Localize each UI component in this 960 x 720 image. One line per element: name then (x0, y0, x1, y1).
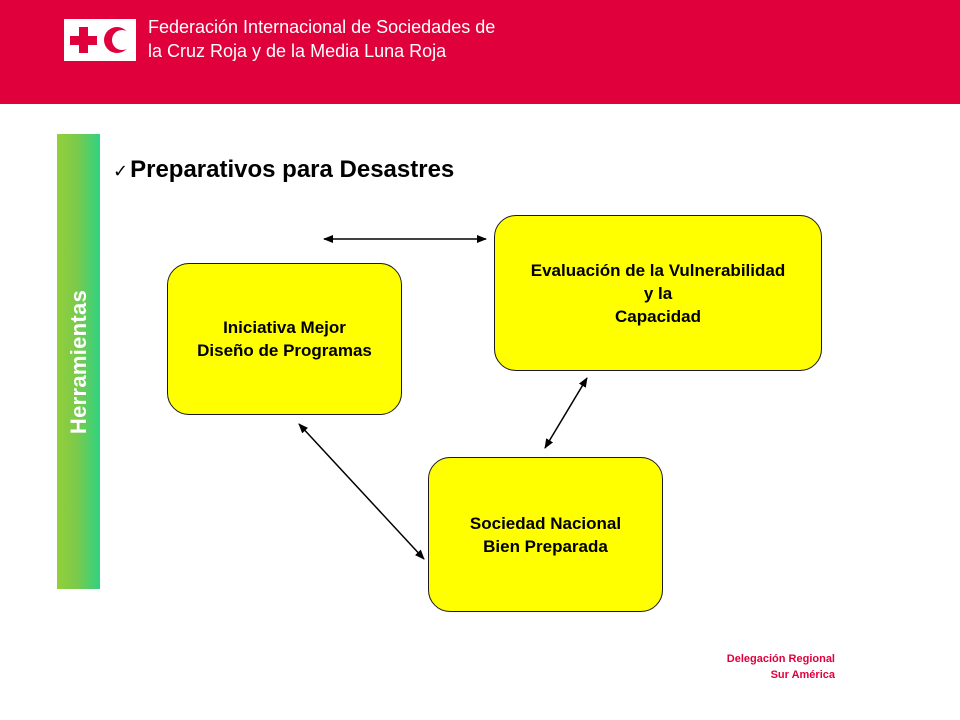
edge-evaluacion-sociedad (545, 378, 587, 448)
sidebar-label: Herramientas (65, 289, 91, 434)
footer-line-2: Sur América (770, 669, 835, 681)
node-evaluacion-vulnerabilidad (494, 215, 822, 371)
org-name-line-1: Federación Internacional de Sociedades de (148, 17, 496, 37)
node-iniciativa-mejor (167, 263, 402, 415)
node-evaluacion-line-2: y la (643, 283, 673, 303)
node-iniciativa-line-2: Diseño de Programas (197, 341, 372, 360)
section-title-text: Preparativos para Desastres (130, 156, 455, 183)
org-name-line-2: la Cruz Roja y de la Media Luna Roja (148, 41, 447, 61)
check-icon: ✓ (113, 161, 129, 181)
node-evaluacion-line-1: Evaluación de la Vulnerabilidad (530, 260, 786, 280)
node-sociedad-line-1: Sociedad Nacional (469, 513, 622, 533)
node-sociedad-nacional (428, 457, 663, 612)
edge-iniciativa-sociedad (299, 424, 424, 559)
footer-delegation (727, 651, 835, 683)
node-iniciativa-line-1: Iniciativa Mejor (223, 318, 346, 337)
node-evaluacion-line-3: Capacidad (615, 306, 701, 326)
footer-line-1: Delegación Regional (726, 653, 835, 665)
node-sociedad-line-2: Bien Preparada (483, 536, 608, 556)
